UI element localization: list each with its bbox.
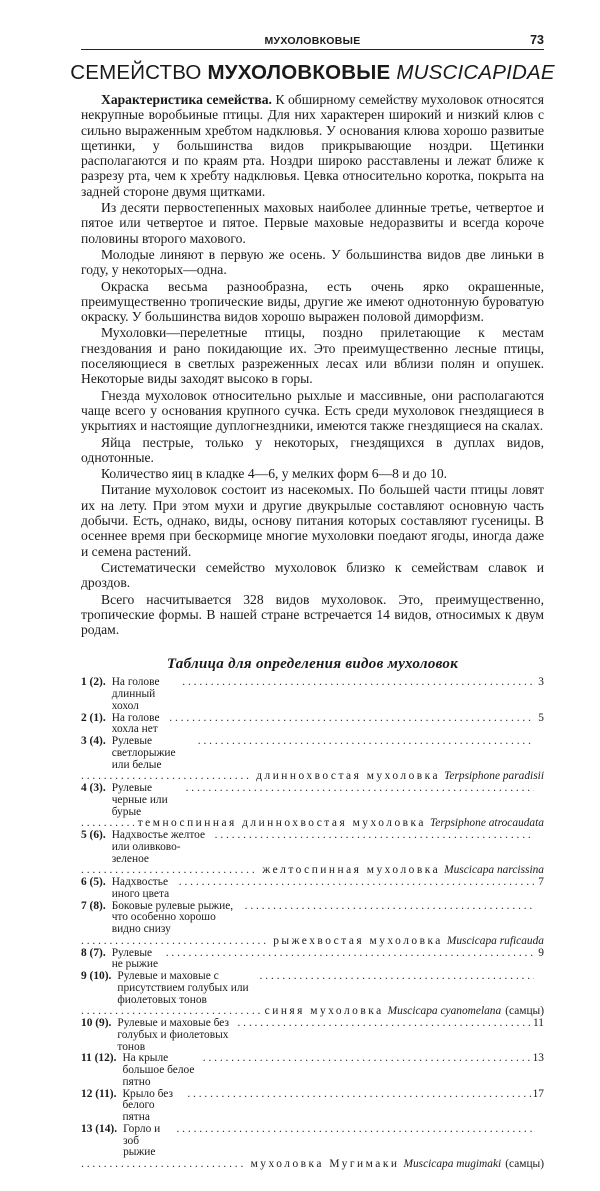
key-title: Таблица для определения видов мухоловок <box>166 656 459 673</box>
page-number: 73 <box>530 33 544 47</box>
species-name-lat: Muscicapa ruficauda <box>446 935 544 947</box>
dot-leader <box>200 1053 533 1088</box>
couplet-text: Рулевые и маховые с присутствием голубых или фиолетовых тонов <box>117 971 249 1006</box>
couplet-number: 11 (12). <box>81 1053 117 1065</box>
couplet-text: Рулевые светлорыжие или белые <box>111 736 176 771</box>
couplet-target: 9 <box>538 947 544 959</box>
paragraph <box>81 482 544 558</box>
dot-leader <box>195 736 534 771</box>
couplet-target <box>534 901 544 936</box>
dot-leader <box>234 1018 533 1053</box>
paragraph <box>81 279 544 325</box>
couplet-text: Крыло без белого пятна <box>122 1088 173 1124</box>
couplet-target <box>534 783 544 818</box>
species-name-ru: синяя мухоловка <box>264 1006 384 1018</box>
species-name-ru: длиннохвостая мухоловка <box>256 771 441 783</box>
dot-leader <box>184 1089 532 1124</box>
couplet-target: 3 <box>538 677 544 689</box>
species-name-lat: Terpsiphone atrocaudata <box>429 818 544 830</box>
running-header <box>81 33 544 50</box>
paragraph <box>81 592 544 638</box>
paragraph <box>81 560 544 591</box>
paragraph-text: К обширному семейству мухоловок относятся некрупные воробьиные птицы. Для них характерен широкий и низкий клюв с сильно выраженным хребтом надклювья. У основания клюва хорошо развитые щетинки, у большинства видов прикрывающие ноздри. Щетинки располагаются и по краям рта. Ноздри широко расставлены и лежат ближе к разрезу рта, чем к хребту надклювья. Цевка относительно коротка, покрыта на задней стороне двумя щитками. <box>81 92 544 199</box>
species-note: (самцы) <box>505 1006 544 1018</box>
key-couplet <box>81 1053 544 1088</box>
couplet-text: На голове хохла нет <box>111 712 160 736</box>
couplet-number: 5 (6). <box>81 830 106 842</box>
paragraph-text: Из десяти первостепенных маховых наиболее длинные третье, четвертое и пятое или четвертое и пятое. Первые маховые недоразвиты и всегда короче половины второго махового. <box>81 200 544 246</box>
key-couplet <box>81 1089 544 1124</box>
key-couplet <box>81 971 544 1006</box>
species-note: (самцы) <box>505 1159 544 1171</box>
couplet-text: Рулевые черные или бурые <box>111 783 168 818</box>
couplet-number: 2 (1). <box>81 712 106 724</box>
paragraph-lead: Характеристика семейства. <box>101 92 272 107</box>
dot-leader <box>81 771 252 783</box>
dot-leader <box>163 948 534 972</box>
couplet-text: Горло и зоб рыжие <box>123 1123 161 1159</box>
couplet-text: На крыле большое белое пятно <box>122 1053 195 1088</box>
paragraph-text: Мухоловки—перелетные птицы, поздно прилетающие к местам гнездования и рано покидающие их. Это преимущественно лесные птицы, поселяющиеся в светлых разреженных лесах или вблизи полян и опушек. Некоторые виды заходят высоко в горы. <box>81 325 544 387</box>
key-couplet <box>81 677 544 712</box>
title-family-ru: МУХОЛОВКОВЫЕ <box>207 61 391 84</box>
key-couplet <box>81 830 544 865</box>
couplet-target: 17 <box>532 1088 544 1100</box>
paragraph-text: Питание мухоловок состоит из насекомых. По большей части птицы ловят их на лету. При этом мухи и другие двукрылые составляют основную часть добычи. Есть, однако, виды, основу питания которых составляют гусеницы. В осеннее время при бескормице многие мухоловки поедают ягоды, иногда даже и семена растений. <box>81 482 544 559</box>
title-prefix: СЕМЕЙСТВО <box>70 61 202 84</box>
key-couplet <box>81 1124 544 1159</box>
dot-leader <box>166 713 534 737</box>
dot-leader <box>242 901 534 936</box>
key-species <box>81 771 544 783</box>
paragraph-text: Всего насчитывается 328 видов мухоловок. Это, преимущественно, тропические формы. В нашей стране встречается 14 видов, относимых к двум родам. <box>81 591 544 638</box>
paragraph-text: Яйца пестрые, только у некоторых, гнездящихся в дуплах видов, однотонные. <box>81 434 544 465</box>
couplet-target <box>534 736 544 771</box>
key-couplet <box>81 948 544 972</box>
paragraph-text: Систематически семейство мухоловок близко к семействам славок и дроздов. <box>81 559 544 591</box>
paragraph <box>81 200 544 246</box>
dot-leader <box>179 677 534 712</box>
key-couplet <box>81 1018 544 1053</box>
couplet-number: 8 (7). <box>81 947 106 959</box>
species-name-lat: Muscicapa narcissina <box>444 865 544 877</box>
paragraph <box>81 247 544 278</box>
key-species <box>81 865 544 877</box>
key-couplet <box>81 783 544 818</box>
dot-leader <box>81 1159 247 1171</box>
couplet-text: Надхвостье желтое или оливково-зеленое <box>111 830 206 865</box>
paragraph <box>81 435 544 466</box>
paragraph-text: Гнезда мухоловок относительно рыхлые и массивные, они располагаются чаще всего у основания крупного сучка. Есть среди мухоловок гнездящиеся в укрытиях и настоящие дуплогнездники, имеются также гнездящиеся на скалах. <box>81 387 544 434</box>
couplet-text: Рулевые и маховые без голубых и фиолетовых тонов <box>117 1018 229 1053</box>
dot-leader <box>183 783 534 818</box>
species-name-lat: Terpsiphone paradisii <box>444 771 544 783</box>
couplet-text: Боковые рулевые рыжие, что особенно хорошо видно снизу <box>111 900 234 936</box>
running-title: МУХОЛОВКОВЫЕ <box>264 35 361 47</box>
couplet-number: 1 (2). <box>81 677 106 689</box>
dot-leader <box>81 865 258 877</box>
couplet-number: 6 (5). <box>81 877 106 889</box>
paragraph <box>81 92 544 199</box>
species-name-ru: темноспинная длиннохвостая мухоловка <box>137 818 426 830</box>
paragraph <box>81 388 544 434</box>
dot-leader <box>81 936 269 948</box>
couplet-target: 11 <box>533 1018 544 1030</box>
key-couplet <box>81 713 544 737</box>
couplet-number: 10 (9). <box>81 1018 112 1030</box>
couplet-number: 12 (11). <box>81 1088 117 1100</box>
dot-leader <box>257 971 534 1006</box>
couplet-target <box>534 1124 544 1159</box>
key-species <box>81 818 544 830</box>
paragraph-text: Окраска весьма разнообразна, есть очень ярко окрашенные, преимущественно тропические виды, другие же имеют однотонную буроватую окраску. У большинства видов хорошо выражен половой диморфизм. <box>81 278 544 325</box>
paragraph-text: Количество яиц в кладке 4—6, у мелких форм 6—8 и до 10. <box>101 466 448 482</box>
dot-leader <box>176 877 534 901</box>
couplet-target: 13 <box>532 1053 544 1065</box>
species-name-ru: рыжехвостая мухоловка <box>273 935 443 947</box>
couplet-target <box>534 830 544 865</box>
title-family-lat: MUSCICAPIDAE <box>396 61 555 84</box>
key-species <box>81 1006 544 1018</box>
body-text <box>81 92 544 637</box>
paragraph <box>81 466 544 481</box>
identification-key <box>81 677 544 1171</box>
couplet-target: 7 <box>538 877 544 889</box>
species-name-ru: желтоспинная мухоловка <box>262 865 441 877</box>
species-name-lat: Muscicapa mugimaki <box>403 1159 502 1171</box>
species-name-ru: мухоловка Мугимаки <box>250 1159 400 1171</box>
couplet-text: Рулевые не рыжие <box>111 947 159 971</box>
page-title <box>61 61 564 85</box>
couplet-text: Надхвостье иного цвета <box>111 877 170 900</box>
dot-leader <box>173 1124 534 1159</box>
paragraph <box>81 325 544 386</box>
dot-leader <box>81 1006 261 1018</box>
key-species <box>81 936 544 948</box>
couplet-number: 3 (4). <box>81 736 106 748</box>
key-couplet <box>81 901 544 936</box>
species-name-lat: Muscicapa cyanomelana <box>387 1006 502 1018</box>
couplet-target: 5 <box>538 712 544 724</box>
key-species <box>81 1159 544 1171</box>
dot-leader <box>212 830 534 865</box>
couplet-number: 7 (8). <box>81 900 106 912</box>
couplet-number: 13 (14). <box>81 1123 118 1135</box>
key-couplet <box>81 877 544 901</box>
couplet-text: На голове длинный хохол <box>111 677 160 712</box>
key-couplet <box>81 736 544 771</box>
dot-leader <box>81 818 134 830</box>
paragraph-text: Молодые линяют в первую же осень. У большинства видов две линьки в году, у некоторых—одна. <box>81 246 544 278</box>
couplet-target <box>534 971 544 1006</box>
couplet-number: 4 (3). <box>81 783 106 795</box>
couplet-number: 9 (10). <box>81 971 112 983</box>
